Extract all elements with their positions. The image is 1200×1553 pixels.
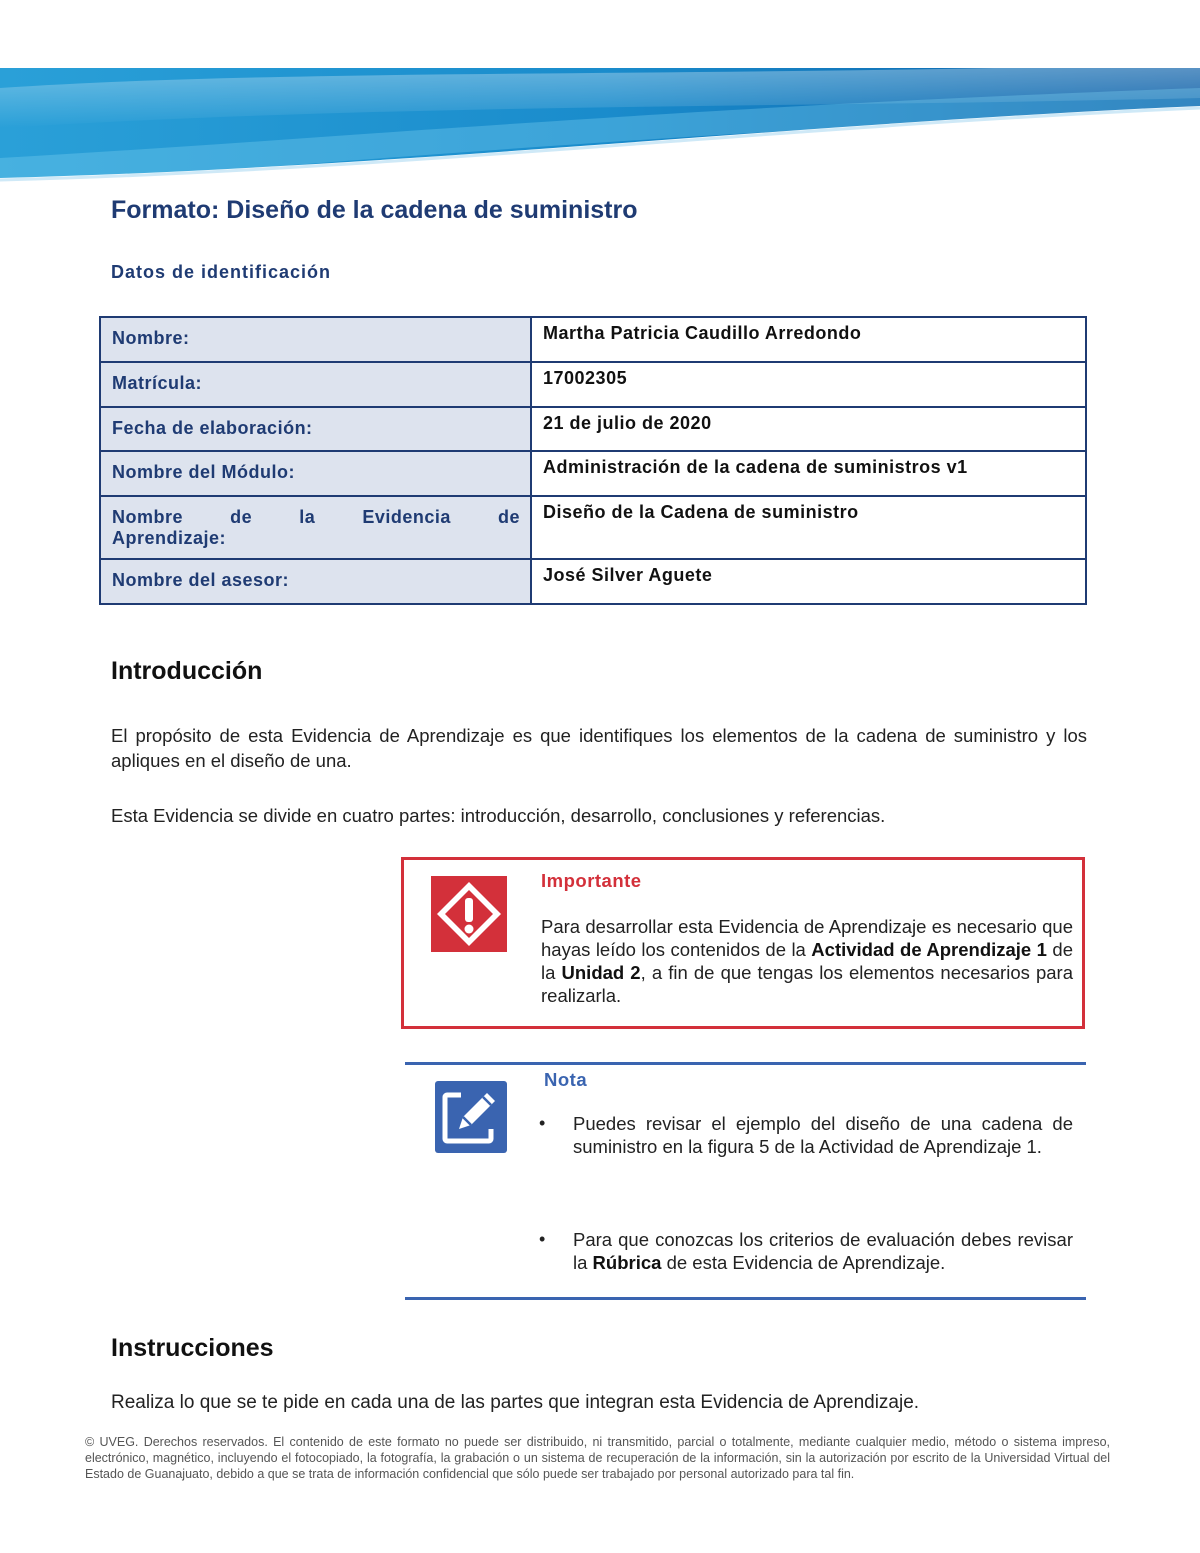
row-value: Administración de la cadena de suministros v1	[531, 451, 1086, 496]
nota-list-item	[539, 1112, 1073, 1158]
nota-item-2-bold: Rúbrica	[592, 1252, 662, 1273]
importante-bold-b: Unidad 2	[561, 962, 641, 983]
importante-bold-a: Actividad de Aprendizaje 1	[811, 939, 1047, 960]
table-row	[100, 496, 1086, 559]
edit-pencil-icon	[435, 1081, 507, 1153]
bullet-icon: •	[539, 1113, 546, 1133]
table-row	[100, 407, 1086, 451]
bullet-icon: •	[539, 1229, 546, 1249]
identification-table	[99, 316, 1087, 605]
importante-text-a: Para desarrollar esta Evidencia de Aprendizaje es necesario que hayas leído los contenidos de la	[541, 916, 1073, 960]
row-label: Matrícula:	[100, 362, 531, 407]
nota-item-2-a: Para que conozcas los criterios de evaluación debes revisar la	[573, 1229, 1073, 1273]
nota-list-item	[539, 1228, 1073, 1274]
importante-text	[541, 915, 1073, 1007]
row-label: Nombre del asesor:	[100, 559, 531, 604]
nota-callout	[405, 1062, 1086, 1300]
instructions-heading: Instrucciones	[111, 1334, 274, 1362]
intro-paragraph-2: Esta Evidencia se divide en cuatro partes: introducción, desarrollo, conclusiones y referencias.	[111, 805, 886, 826]
warning-diamond-icon	[431, 876, 507, 952]
row-label: Nombre del Módulo:	[100, 451, 531, 496]
instructions-paragraph: Realiza lo que se te pide en cada una de las partes que integran esta Evidencia de Aprendizaje.	[111, 1392, 920, 1413]
document-title: Formato: Diseño de la cadena de suministro	[111, 196, 638, 224]
row-value: Diseño de la Cadena de suministro	[531, 496, 1086, 559]
importante-title: Importante	[541, 870, 642, 891]
row-label: Nombre:	[100, 317, 531, 362]
table-row	[100, 451, 1086, 496]
row-label-line2: Aprendizaje:	[112, 528, 227, 548]
table-row	[100, 317, 1086, 362]
importante-text-b: de la	[541, 939, 1073, 983]
nota-item-1-text: Puedes revisar el ejemplo del diseño de una cadena de suministro en la figura 5 de la Actividad de Aprendizaje 1.	[573, 1113, 1073, 1157]
intro-paragraph-1: El propósito de esta Evidencia de Aprendizaje es que identifiques los elementos de la cadena de suministro y los apliques en el diseño de una.	[111, 725, 1087, 771]
nota-item-2-b: de esta Evidencia de Aprendizaje.	[661, 1252, 946, 1273]
header-banner	[0, 68, 1200, 198]
row-value: José Silver Aguete	[531, 559, 1086, 604]
row-value: 21 de julio de 2020	[531, 407, 1086, 451]
nota-item-2-text	[555, 1228, 1073, 1274]
row-label	[100, 496, 531, 559]
importante-text-c: , a fin de que tengas los elementos necesarios para realizarla.	[541, 962, 1074, 1006]
identification-heading: Datos de identificación	[111, 262, 332, 282]
nota-title: Nota	[544, 1069, 588, 1090]
copyright-footer: © UVEG. Derechos reservados. El contenido de este formato no puede ser distribuido, ni transmitido, parcial o totalmente, mediante cualquier medio, método o sistema impreso, electrónico, magnético, incluyendo el fotocopiado, la fotografía, la grabación o un sistema de recuperación de la información, sin la autorización por escrito de la Universidad Virtual del Estado de Guanajuato, debido a que se trata de información confidencial que sólo puede ser trabajado por personal autorizado para tal fin.	[85, 1435, 1110, 1481]
intro-heading: Introducción	[111, 657, 263, 685]
row-label: Fecha de elaboración:	[100, 407, 531, 451]
importante-callout	[401, 857, 1085, 1029]
row-value: 17002305	[531, 362, 1086, 407]
table-row	[100, 559, 1086, 604]
row-value: Martha Patricia Caudillo Arredondo	[531, 317, 1086, 362]
table-row	[100, 362, 1086, 407]
row-label-line1: Nombre de la Evidencia de	[112, 507, 520, 527]
